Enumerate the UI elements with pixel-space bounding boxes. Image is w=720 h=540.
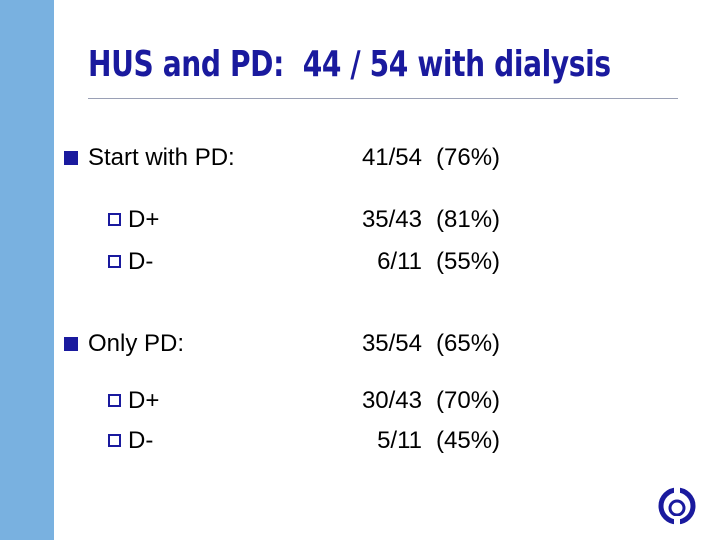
item-fraction: 41/54 xyxy=(361,144,422,171)
item-label: D+ xyxy=(128,387,160,414)
item-fraction: 6/11 xyxy=(377,248,422,275)
item-fraction: 30/43 xyxy=(361,387,422,414)
item-label: Start with PD: xyxy=(88,144,235,171)
item-fraction: 5/11 xyxy=(377,427,422,454)
item-percent: (65%) xyxy=(436,330,501,357)
organization-logo-icon xyxy=(657,486,697,526)
slide-title: HUS and PD: 44 / 54 with dialysis xyxy=(88,44,611,85)
item-percent: (81%) xyxy=(436,206,501,233)
list-item-start-d-plus xyxy=(0,204,720,236)
list-item-start-with-pd xyxy=(0,142,720,174)
item-fraction: 35/43 xyxy=(361,206,422,233)
item-percent: (45%) xyxy=(436,427,501,454)
item-percent: (55%) xyxy=(436,248,501,275)
list-item-only-pd xyxy=(0,328,720,360)
item-percent: (76%) xyxy=(436,144,501,171)
list-item-start-d-minus xyxy=(0,246,720,278)
item-label: D- xyxy=(128,248,154,275)
item-label: D- xyxy=(128,427,154,454)
list-item-only-d-plus xyxy=(0,385,720,417)
item-percent: (70%) xyxy=(436,387,501,414)
list-item-only-d-minus xyxy=(0,425,720,457)
item-fraction: 35/54 xyxy=(361,330,422,357)
title-divider xyxy=(88,98,678,99)
item-label: Only PD: xyxy=(88,330,185,357)
item-label: D+ xyxy=(128,206,160,233)
